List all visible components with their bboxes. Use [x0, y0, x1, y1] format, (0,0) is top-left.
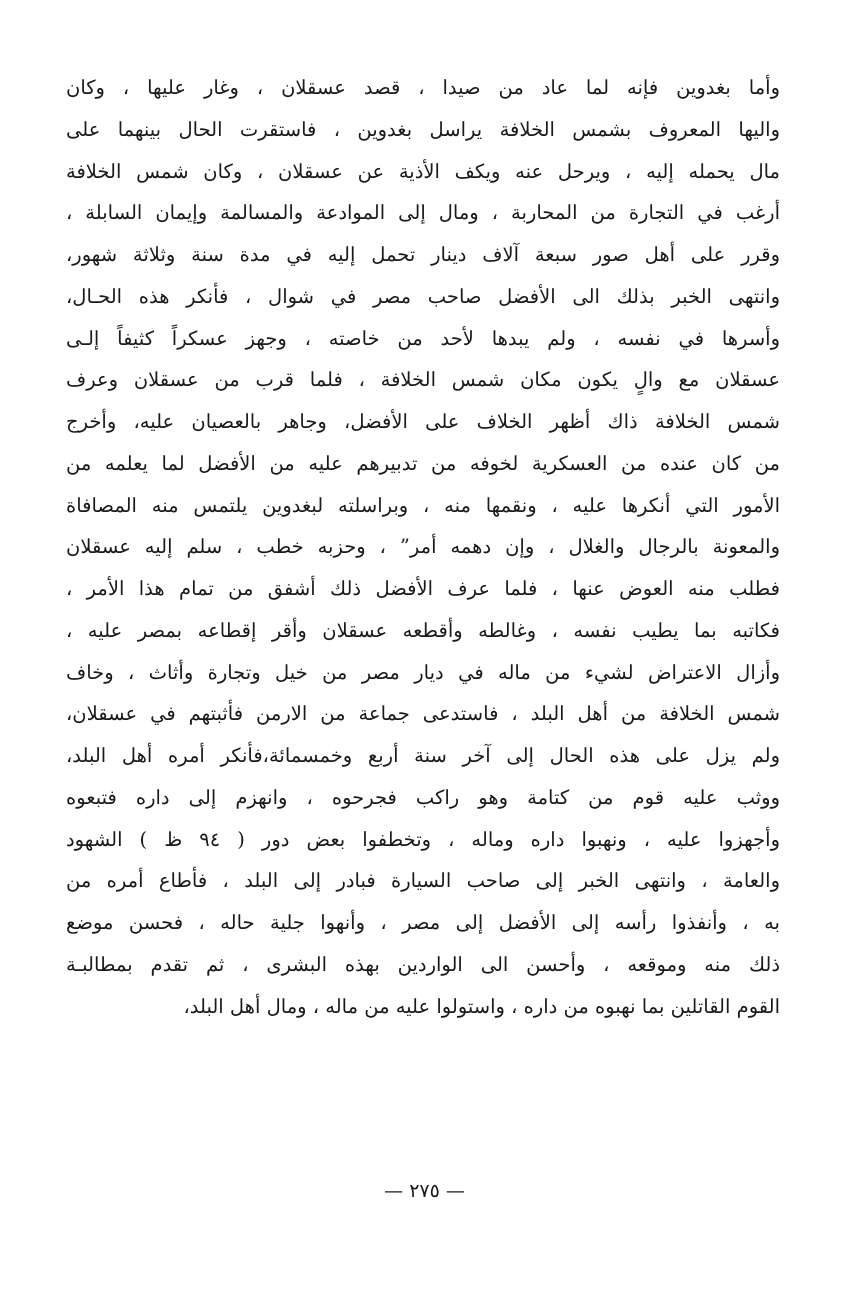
text-line-23: القوم القاتلين بما نهبوه من داره ، واستولوا عليه من ماله ، ومال أهل البلد،: [183, 994, 780, 1018]
text-line-14: فكاتبه بما يطيب نفسه ، وغالطه وأقطعه عسقلان وأقر إقطاعه بمصر عليه ،: [66, 618, 780, 642]
text-line-17: ولم يزل على هذه الحال إلى آخر سنة أربع وخمسمائة،فأنكر أمره أهل البلد،: [66, 744, 780, 767]
text-line-21: به ، وأنفذوا رأسه إلى الأفضل إلى مصر ، وأنهوا جلية حاله ، فحسن موضع: [66, 911, 780, 934]
text-line-8: عسقلان مع والٍ يكون مكان شمس الخلافة ، فلما قرب من عسقلان وعرف: [66, 368, 780, 392]
text-line-7: وأسرها في نفسه ، ولم يبدها لأحد من خاصته ، وجهز عسكراً كثيفاً إلـى: [66, 326, 780, 350]
text-line-2: واليها المعروف بشمس الخلافة يراسل بغدوين ، فاستقرت الحال بينهما على: [66, 117, 780, 141]
text-line-13: فطلب منه العوض عنها ، فلما عرف الأفضل ذلك أشفق من تمام هذا الأمر ،: [66, 577, 780, 600]
text-line-1: وأما بغدوين فإنه لما عاد من صيدا ، قصد عسقلان ، وغار عليها ، وكان: [66, 76, 780, 99]
text-line-3: مال يحمله إليه ، ويرحل عنه ويكف الأذية عن عسقلان ، وكان شمس الخلافة: [66, 159, 780, 183]
text-line-10: من كان عنده من العسكرية لخوفه من تدبيرهم عليه من الأفضل لما يعلمه من: [66, 451, 780, 475]
page-number: — ٢٧٥ —: [384, 1180, 465, 1202]
text-line-9: شمس الخلافة ذاك أظهر الخلاف على الأفضل، وجاهر بالعصيان عليه، وأخرج: [66, 410, 780, 433]
text-line-6: وانتهى الخبر بذلك الى الأفضل صاحب مصر في شوال ، فأنكر هذه الحـال،: [66, 284, 780, 308]
text-line-20: والعامة ، وانتهى الخبر إلى صاحب السيارة فبادر إلى البلد ، فأطاع أمره من: [66, 869, 780, 893]
body-text: [66, 67, 780, 1027]
text-line-18: ووثب عليه قوم من كتامة وهو راكب فجرحوه ، وانهزم إلى داره فتبعوه: [66, 785, 780, 809]
text-line-11: الأمور التي أنكرها عليه ، ونقمها منه ، وبراسلته لبغدوين يلتمس منه المصافاة: [66, 493, 780, 517]
text-line-19: وأجهزوا عليه ، ونهبوا داره وماله ، وتخطفوا بعض دور ( ٩٤ ظ ) الشهود: [66, 827, 780, 851]
text-line-15: وأزال الاعتراض لشيء من ماله في ديار مصر من خيل وتجارة وأثاث ، وخاف: [66, 660, 780, 684]
text-line-16: شمس الخلافة من أهل البلد ، فاستدعى جماعة من الارمن فأثبتهم في عسقلان،: [66, 702, 780, 726]
text-line-4: أرغب في التجارة من المحاربة ، ومال إلى الموادعة والمسالمة وإيمان السابلة ،: [66, 201, 780, 225]
text-line-5: وقرر على أهل صور سبعة آلاف دينار تحمل إليه في مدة سنة وثلاثة شهور،: [66, 243, 780, 266]
text-line-12: والمعونة بالرجال والغلال ، وإن دهمه أمر” ، وحزبه خطب ، سلم إليه عسقلان: [66, 535, 780, 559]
text-line-22: ذلك منه وموقعه ، وأحسن الى الواردين بهذه البشرى ، ثم تقدم بمطالبـة: [66, 952, 780, 976]
